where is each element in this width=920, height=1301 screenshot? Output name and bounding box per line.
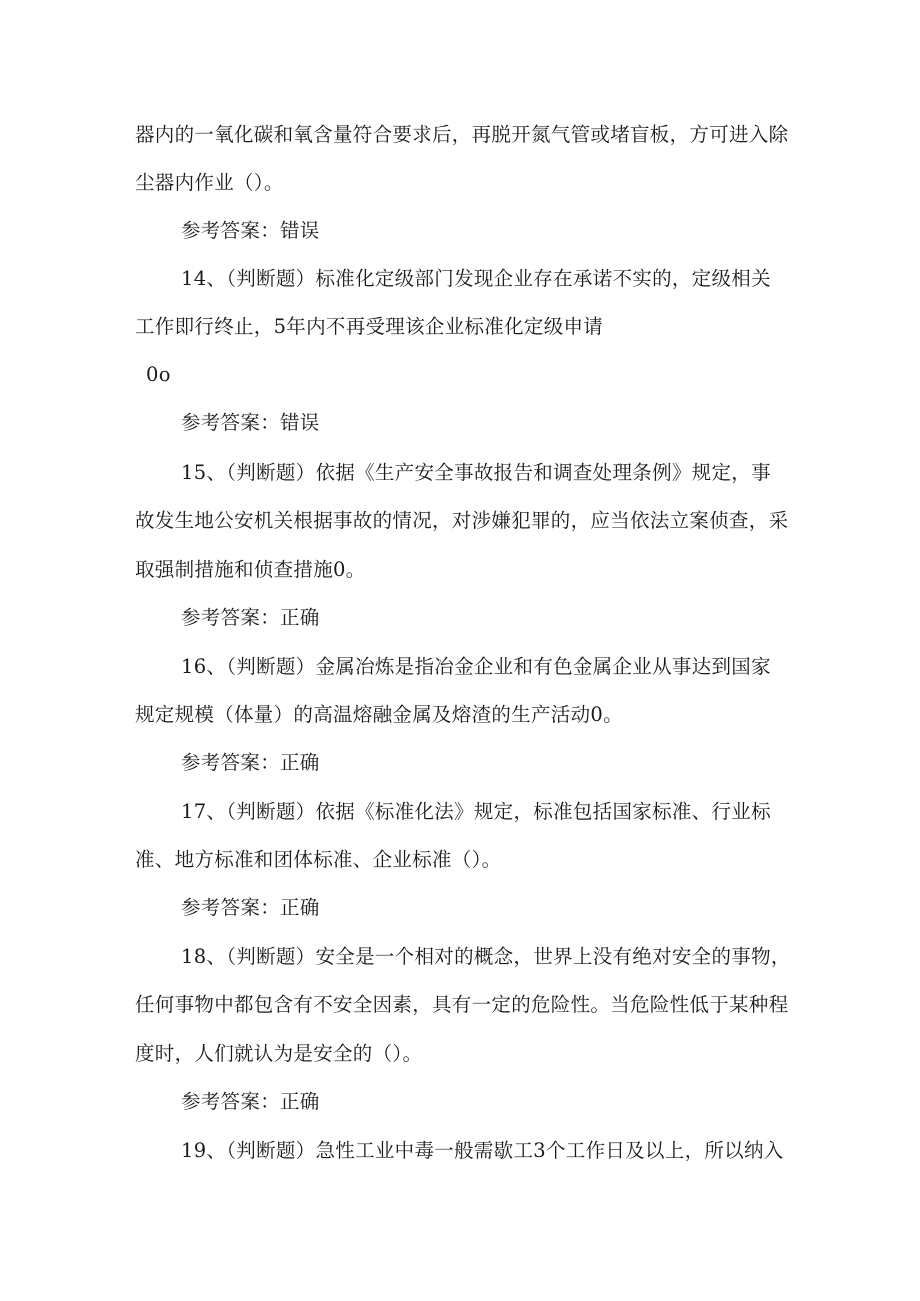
- q15-text-line-3: 取强制措施和侦查措施0。: [135, 558, 366, 581]
- q13-text-line-2: 尘器内作业（）。: [135, 171, 284, 194]
- q17-text-line-2: 准、地方标准和团体标准、企业标准（）。: [135, 848, 502, 871]
- q14-text-line-1: 14、（判断题）标准化定级部门发现企业存在承诺不实的，定级相关: [181, 267, 771, 290]
- q14-text-line-2: 工作即行终止，5年内不再受理该企业标准化定级申请: [135, 315, 604, 338]
- q17-answer: 参考答案：正确: [181, 896, 320, 919]
- q15-text-line-2: 故发生地公安机关根据事故的情况，对涉嫌犯罪的，应当依法立案侦查，采: [135, 509, 789, 532]
- q18-text-line-3: 度时，人们就认为是安全的（）。: [135, 1042, 423, 1065]
- q16-text-line-1: 16、（判断题）金属冶炼是指冶金企业和有色金属企业从事达到国家: [181, 655, 771, 678]
- q18-text-line-1: 18、（判断题）安全是一个相对的概念，世界上没有绝对安全的事物，: [181, 945, 791, 968]
- q16-text-line-2: 规定规模（体量）的高温熔融金属及熔渣的生产活动0。: [135, 703, 623, 726]
- q16-answer: 参考答案：正确: [181, 751, 320, 774]
- q15-text-line-1: 15、（判断题）依据《生产安全事故报告和调查处理条例》规定，事: [181, 461, 771, 484]
- q18-text-line-2: 任何事物中都包含有不安全因素，具有一定的危险性。当危险性低于某种程: [135, 993, 789, 1016]
- q14-text-line-3: 0o: [146, 363, 171, 386]
- q13-text-line-1: 器内的一氧化碳和氧含量符合要求后，再脱开氮气管或堵盲板，方可进入除: [135, 123, 789, 146]
- q18-answer: 参考答案：正确: [181, 1090, 320, 1113]
- q15-answer: 参考答案：正确: [181, 606, 320, 629]
- q17-text-line-1: 17、（判断题）依据《标准化法》规定，标准包括国家标准、行业标: [181, 800, 771, 823]
- q14-answer: 参考答案：错误: [181, 411, 320, 434]
- q19-text-line-1: 19、（判断题）急性工业中毒一般需歇工3个工作日及以上，所以纳入: [181, 1139, 784, 1162]
- q13-answer: 参考答案：错误: [181, 219, 320, 242]
